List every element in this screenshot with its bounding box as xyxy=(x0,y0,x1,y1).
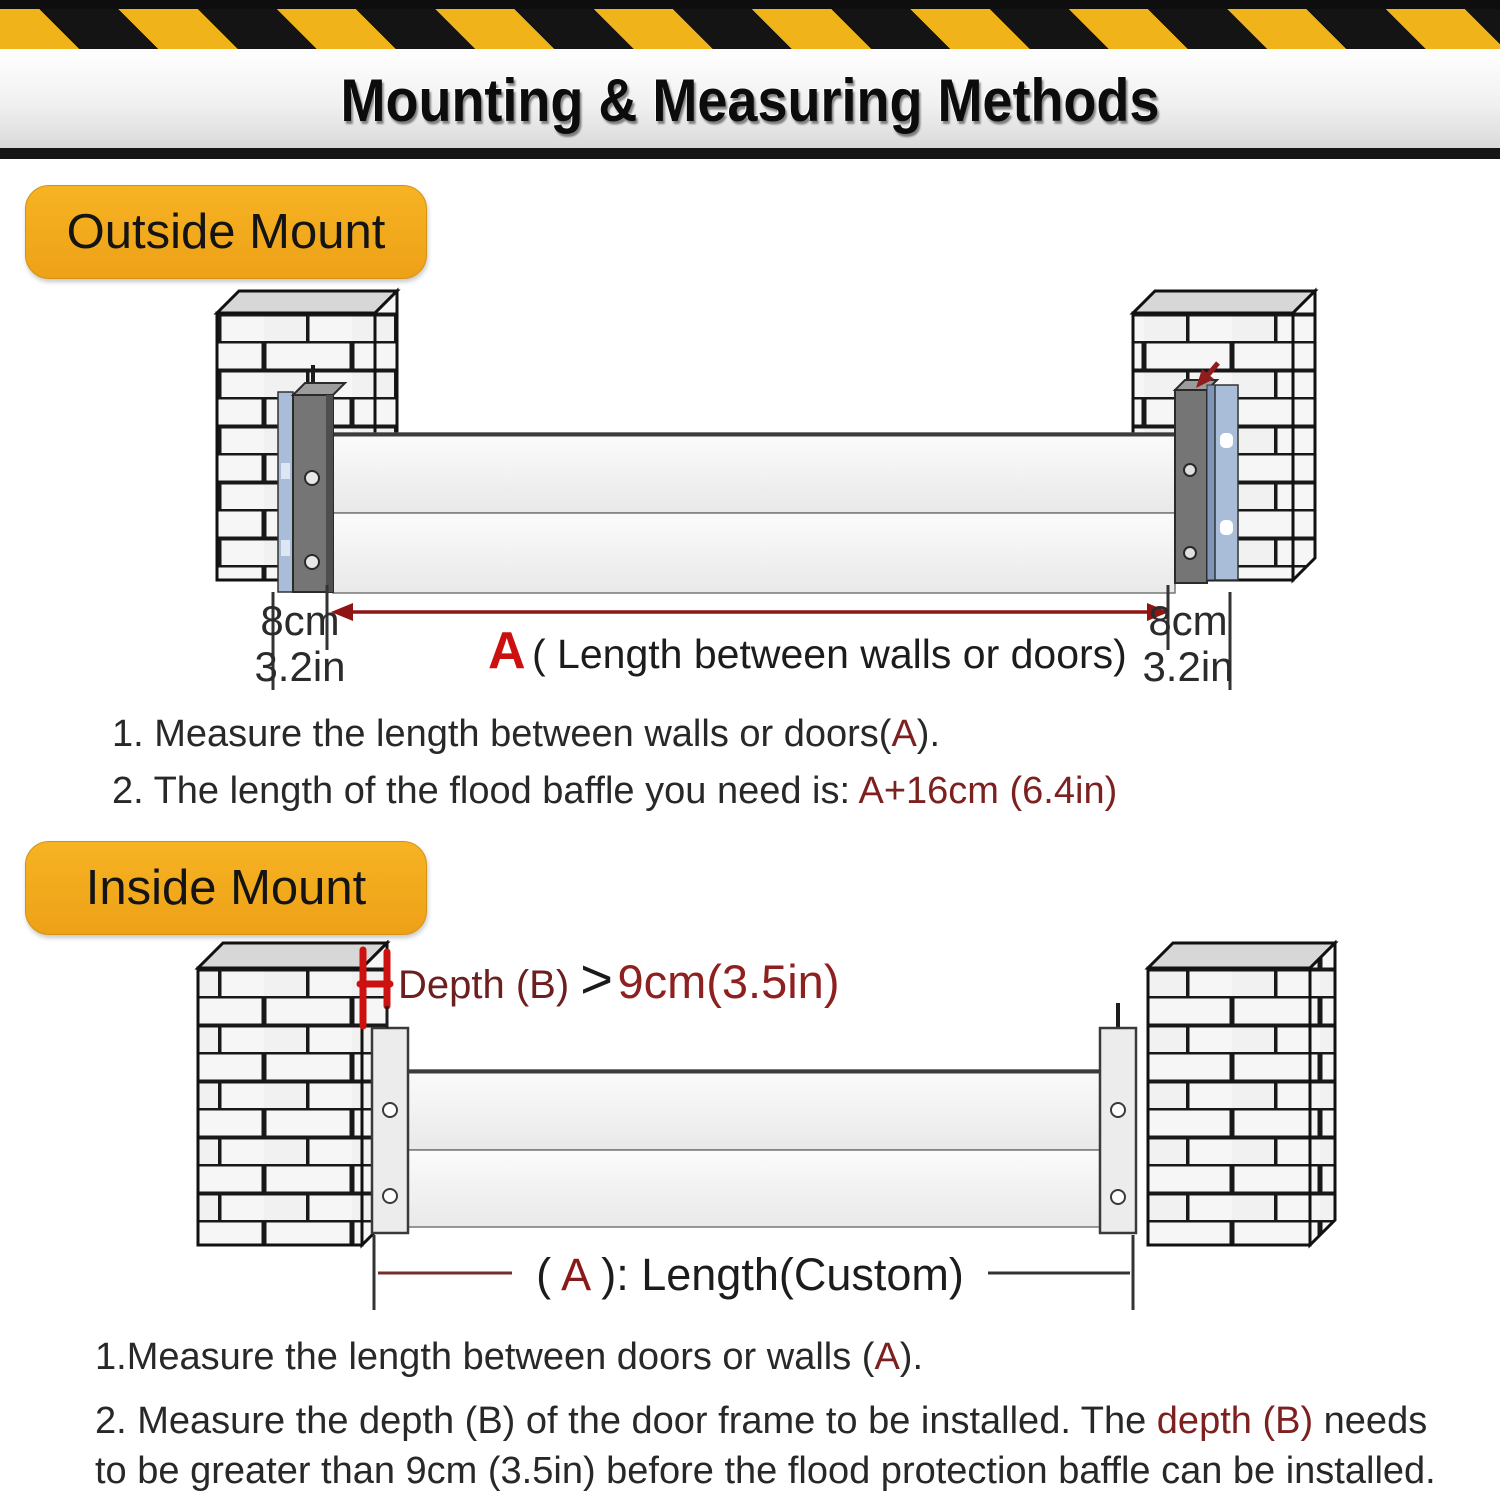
greater-than-sign: > xyxy=(580,947,613,1010)
header-bottom-bar xyxy=(0,148,1500,159)
dim-left-8cm: 8cm xyxy=(260,597,340,644)
inside-mount-badge xyxy=(25,841,427,935)
screw-hole xyxy=(1184,547,1196,559)
inside-step-1: 1.Measure the length between doors or walls (A). xyxy=(95,1336,924,1378)
depth-B-value: 9cm(3.5in) xyxy=(617,955,840,1008)
screw-hole xyxy=(383,1189,397,1203)
flood-barrier-panel xyxy=(333,433,1175,593)
length-A-letter: A xyxy=(488,622,526,680)
outside-step-1: 1. Measure the length between walls or doors(A). xyxy=(112,713,941,755)
flood-barrier-panel xyxy=(408,1070,1100,1227)
screw-hole xyxy=(383,1103,397,1117)
length-A-arrow xyxy=(331,603,1169,621)
inside-mount-badge-label: Inside Mount xyxy=(85,861,367,915)
depth-B-label xyxy=(398,947,839,1010)
page-title: Mounting & Measuring Methods xyxy=(340,66,1160,134)
mounting-bracket-right xyxy=(1100,1003,1136,1233)
screw-hole xyxy=(305,555,319,569)
screw-hole xyxy=(1111,1103,1125,1117)
dim-right-8cm: 8cm xyxy=(1148,597,1228,644)
title-band xyxy=(0,52,1500,148)
length-custom-label xyxy=(536,1249,964,1300)
depth-B-text: Depth (B) xyxy=(398,963,581,1007)
inside-mount-steps xyxy=(95,1332,1495,1496)
outside-mount-steps xyxy=(112,706,1452,820)
screw-hole xyxy=(305,471,319,485)
length-custom-pre: ( xyxy=(536,1249,552,1300)
header-top-bar xyxy=(0,0,1500,9)
brick-pillar-left xyxy=(198,943,387,1245)
hazard-stripe-banner xyxy=(0,9,1500,52)
inside-step-2: 2. Measure the depth (B) of the door frame to be installed. The depth (B) needs to be greater than 9cm (3.5in) before the flood protection baffle can be installed. xyxy=(95,1400,1436,1492)
length-custom-post: ): Length(Custom) xyxy=(601,1249,964,1300)
dim-right-3-2in: 3.2in xyxy=(1142,643,1234,690)
screw-hole xyxy=(1111,1190,1125,1204)
inside-mount-diagram xyxy=(0,940,1500,1315)
outside-mount-badge xyxy=(25,185,427,279)
length-A-label xyxy=(488,622,1127,680)
brick-pillar-right xyxy=(1148,943,1335,1245)
length-A-caption: ( Length between walls or doors) xyxy=(532,631,1127,677)
seal-strip-right xyxy=(1207,385,1238,580)
seal-strip-left xyxy=(278,392,293,592)
outside-mount-badge-label: Outside Mount xyxy=(66,205,386,259)
dim-left-3-2in: 3.2in xyxy=(254,643,346,690)
mounting-bracket-left xyxy=(372,1028,408,1233)
length-custom-A: A xyxy=(561,1249,589,1300)
outside-mount-diagram xyxy=(0,285,1500,705)
outside-step-2: 2. The length of the flood baffle you need is: A+16cm (6.4in) xyxy=(112,770,1118,812)
screw-hole xyxy=(1184,464,1196,476)
